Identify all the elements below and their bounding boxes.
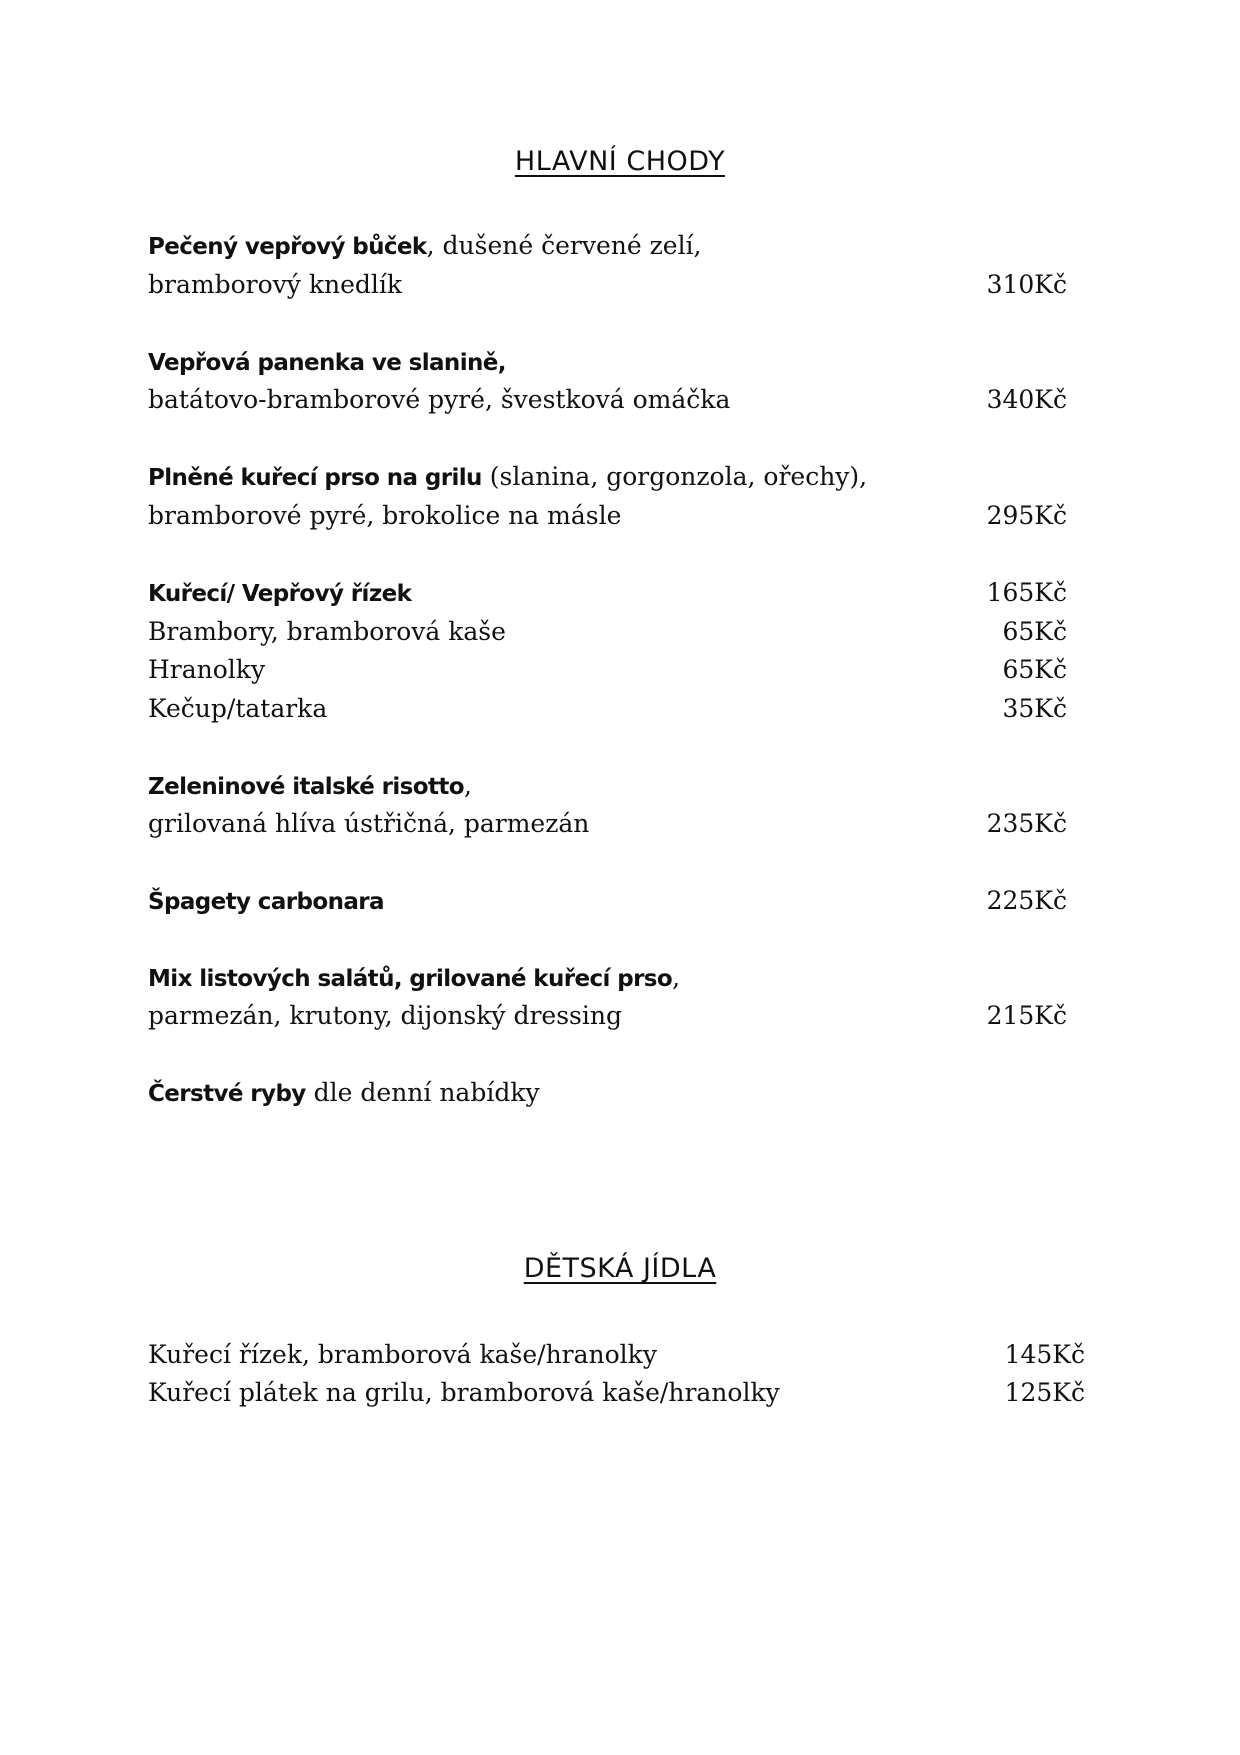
dish-name: Špagety carbonara <box>148 889 384 915</box>
dish-name: Mix listových salátů, grilované kuřecí prso <box>148 966 673 992</box>
kids-item-grilled-chicken: Kuřecí plátek na grilu, bramborová kaše/hranolky <box>148 1378 780 1407</box>
dish-name: Kuřecí/ Vepřový řízek <box>148 581 412 607</box>
dish-price: 340Kč <box>986 385 1067 414</box>
menu-item-pork-tenderloin <box>148 344 506 380</box>
side-item-fries: Hranolky <box>148 655 266 684</box>
menu-item-fresh-fish <box>148 1075 540 1111</box>
menu-item-salad <box>148 960 680 996</box>
dish-price: 165Kč <box>986 578 1067 607</box>
dish-description: dle denní nabídky <box>305 1078 540 1107</box>
dish-description: , <box>672 963 681 992</box>
dish-name: Vepřová panenka ve slanině, <box>148 350 506 376</box>
dish-name: Plněné kuřecí prso na grilu <box>148 465 482 491</box>
dish-price: 225Kč <box>986 886 1067 915</box>
side-price: 65Kč <box>1002 617 1067 646</box>
kids-price: 145Kč <box>1004 1340 1085 1369</box>
dish-price: 235Kč <box>986 809 1067 838</box>
menu-item-stuffed-chicken <box>148 459 867 495</box>
side-item-potatoes: Brambory, bramborová kaše <box>148 617 506 646</box>
side-price: 35Kč <box>1002 694 1067 723</box>
dish-description-line: grilovaná hlíva ústřičná, parmezán <box>148 809 590 838</box>
menu-item-risotto <box>148 768 472 804</box>
dish-description-line: batátovo-bramborové pyré, švestková omáčka <box>148 385 731 414</box>
dish-name: Zeleninové italské risotto <box>148 774 464 800</box>
main-courses-title: HLAVNÍ CHODY <box>514 146 726 177</box>
dish-name: Čerstvé ryby <box>148 1081 306 1107</box>
kids-meals-title: DĚTSKÁ JÍDLA <box>523 1253 717 1284</box>
kids-item-schnitzel: Kuřecí řízek, bramborová kaše/hranolky <box>148 1340 657 1369</box>
side-price: 65Kč <box>1002 655 1067 684</box>
dish-description: (slanina, gorgonzola, ořechy), <box>481 462 868 491</box>
dish-description-line: parmezán, krutony, dijonský dressing <box>148 1001 622 1030</box>
dish-name: Pečený vepřový bůček <box>148 234 427 260</box>
kids-price: 125Kč <box>1004 1378 1085 1407</box>
dish-price: 310Kč <box>986 270 1067 299</box>
dish-description: , dušené červené zelí, <box>426 231 702 260</box>
dish-description-line: bramborové pyré, brokolice na másle <box>148 501 622 530</box>
side-item-sauce: Kečup/tatarka <box>148 694 328 723</box>
dish-price: 215Kč <box>986 1001 1067 1030</box>
dish-description: , <box>463 771 472 800</box>
menu-item-carbonara <box>148 883 384 919</box>
menu-item-schnitzel <box>148 575 411 611</box>
dish-description-line: bramborový knedlík <box>148 270 403 299</box>
menu-item-pork-belly <box>148 228 702 264</box>
dish-price: 295Kč <box>986 501 1067 530</box>
